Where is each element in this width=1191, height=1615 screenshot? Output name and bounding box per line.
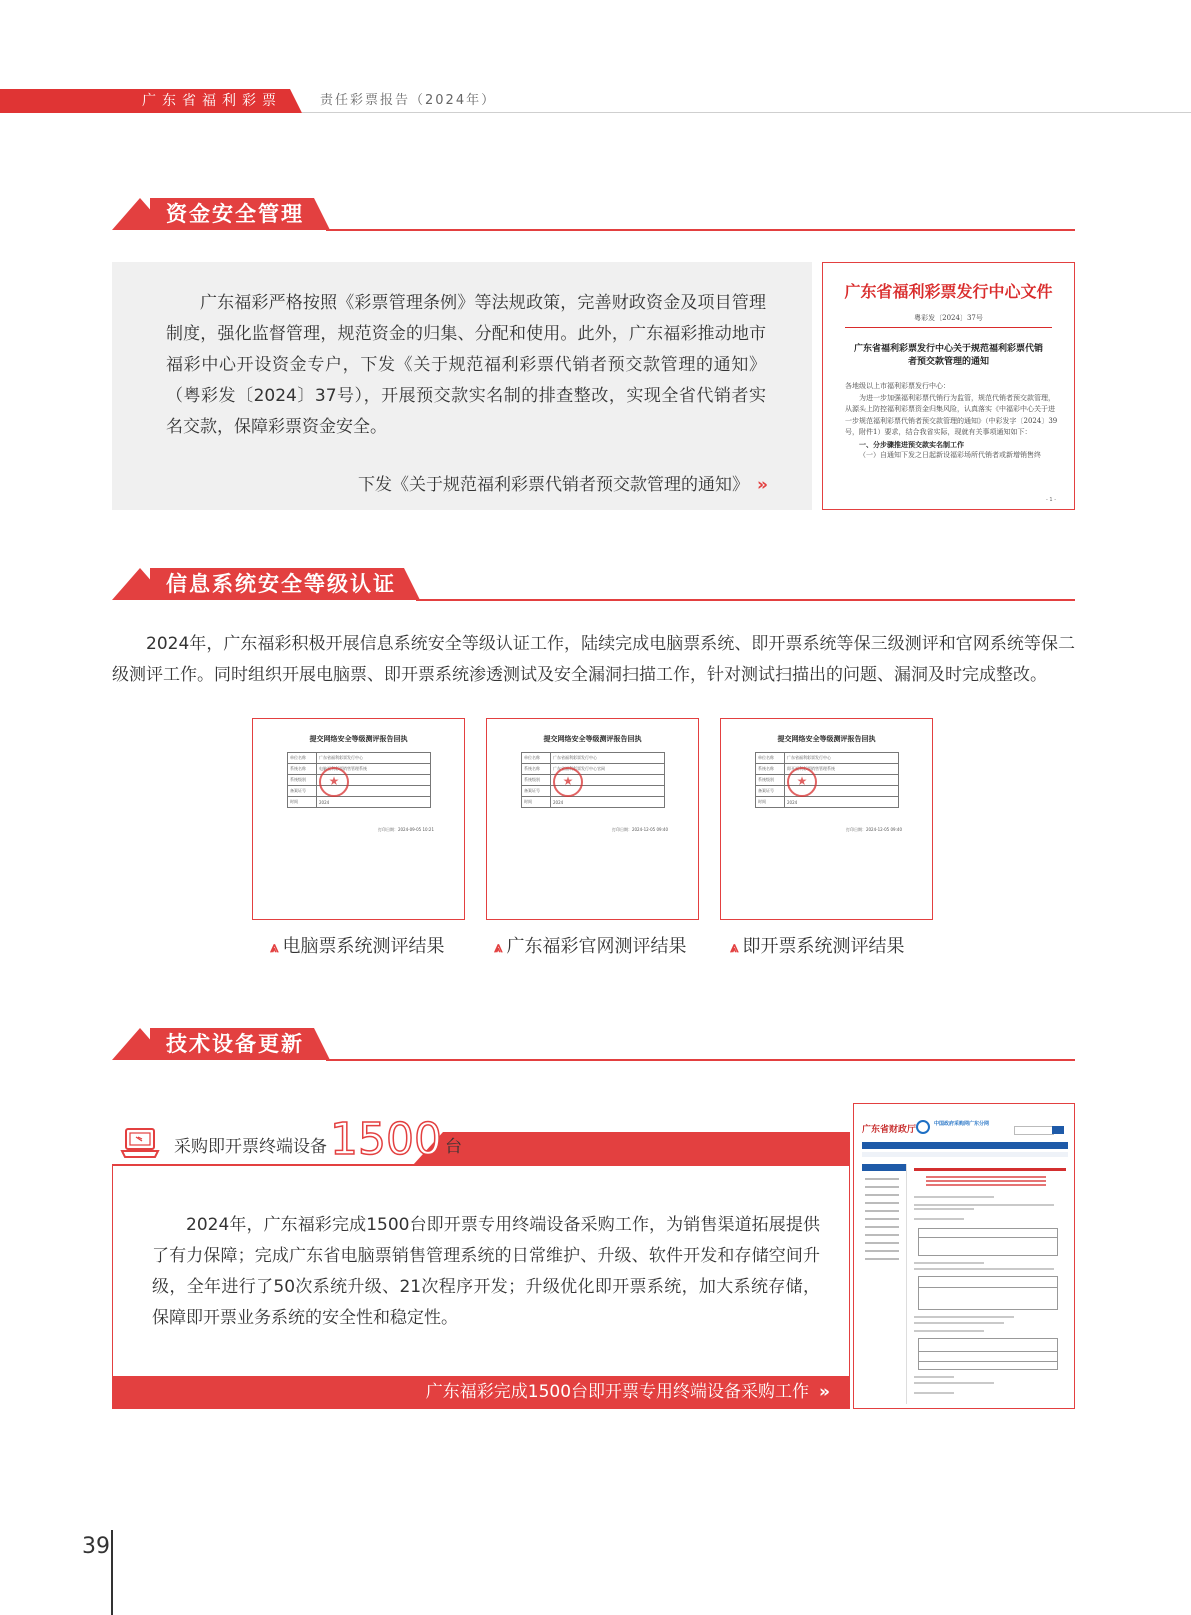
document-letterhead: 广东省福利彩票发行中心文件	[844, 282, 1053, 301]
cert-print-date: 打印日期：2024-09-05 10:21	[377, 827, 434, 832]
tech-header-band	[413, 1132, 850, 1165]
site-logo-text: 广东省财政厅	[862, 1125, 917, 1135]
heading-rule	[416, 599, 1075, 601]
tech-procurement-link[interactable]	[112, 1376, 830, 1409]
heading-rule	[326, 1059, 1075, 1061]
tech-headline-number: 1500	[330, 1114, 442, 1165]
laptop-icon	[120, 1125, 160, 1161]
header-report-title: 责任彩票报告（2024年）	[320, 93, 497, 108]
heading-rule	[326, 229, 1075, 231]
document-addressee: 各地级以上市福利彩票发行中心：	[845, 382, 950, 390]
portal-logo-text: 中国政府采购网广东分网	[934, 1121, 990, 1127]
tech-paragraph: 2024年，广东福彩完成1500台即开票专用终端设备采购工作，为销售渠道拓展提供了有力保障；完成广东省电脑票销售管理系统的日常维护、升级、软件开发和存储空间升级，全年进行了50次系统升级、21次程序开发；升级优化即开票系统，加大系统存储，保障即开票业务系统的安全性和稳定性。	[152, 1215, 820, 1328]
document-number: 粤彩发〔2024〕37号	[914, 314, 983, 322]
document-paragraph: 为进一步加强福利彩票代销行为监管，规范代销者预交款管理，从源头上防控福利彩票资金归集风险，认真落实《中福彩中心关于进一步规范福利彩票代销者预交款管理的通知》（中彩发字〔2024〕39号，附件1）要求，结合我省实际，现就有关事项通知如下：	[845, 393, 1058, 436]
tech-headline: 采购即开票终端设备1500 台	[174, 1114, 462, 1165]
double-up-chevron-icon: ⩓	[494, 938, 503, 956]
page-number-rule	[111, 1530, 113, 1615]
procurement-website-screenshot	[853, 1103, 1075, 1409]
cert-title: 提交网络安全等级测评报告回执	[309, 734, 408, 743]
double-chevron-icon: »	[819, 1382, 830, 1402]
document-red-line	[845, 327, 1052, 328]
double-chevron-icon: »	[757, 475, 768, 495]
infosec-paragraph: 2024年，广东福彩积极开展信息系统安全等级认证工作，陆续完成电脑票系统、即开票系统等保三级测评和官网系统等保二级测评工作。同时组织开展电脑票、即开票系统渗透测试及安全漏洞扫描工作，针对测试扫描出的问题、漏洞及时完成整改。	[112, 634, 1075, 685]
cert-caption: ⩓ 即开票系统测评结果	[730, 936, 905, 957]
document-title: 广东省福利彩票发行中心关于规范福利彩票代销者预交款管理的通知	[853, 344, 1043, 367]
site-article-title	[914, 1168, 1066, 1171]
site-table	[918, 1276, 1058, 1310]
document-line: （一）自通知下发之日起新设福彩场所代销者或新增销售终	[859, 451, 1041, 459]
cert-image-computer-ticket	[252, 718, 465, 920]
page-number: 39	[82, 1534, 110, 1559]
cert-title: 提交网络安全等级测评报告回执	[777, 734, 876, 743]
site-sidebar	[862, 1164, 907, 1404]
cert-caption: ⩓ 电脑票系统测评结果	[270, 936, 445, 957]
cert-print-date: 打印日期：2024-12-05 09:40	[845, 827, 902, 832]
cert-caption: ⩓ 广东福彩官网测评结果	[494, 936, 687, 957]
cert-print-date: 打印日期：2024-12-05 09:40	[611, 827, 668, 832]
document-heading: 一、分步骤推进预交款实名制工作	[859, 439, 964, 449]
portal-logo-icon	[916, 1120, 930, 1134]
fund-notice-link-label: 下发《关于规范福利彩票代销者预交款管理的通知》	[358, 475, 750, 495]
site-nav-bar	[862, 1142, 1068, 1149]
red-seal-icon	[787, 767, 817, 797]
section-title: 技术设备更新	[166, 1032, 304, 1056]
red-seal-icon	[553, 767, 583, 797]
section-heading-fund	[112, 198, 1075, 236]
site-search-box	[1014, 1126, 1054, 1135]
double-up-chevron-icon: ⩓	[270, 938, 279, 956]
fund-notice-link[interactable]	[300, 470, 768, 495]
double-up-chevron-icon: ⩓	[730, 938, 739, 956]
red-seal-icon	[319, 767, 349, 797]
cert-image-official-site	[486, 718, 699, 920]
site-table	[918, 1228, 1058, 1256]
site-search-button	[1052, 1126, 1064, 1134]
cert-table: 单位名称 广东省福利彩票发行中心 系统名称 电脑福利彩票销售管理系统 系统级别 备案证号 时间 2024	[287, 752, 431, 808]
section-title: 资金安全管理	[166, 202, 304, 226]
section-heading-infosec	[112, 568, 1075, 606]
document-page-mark: - 1 -	[1046, 497, 1056, 503]
header-rule	[302, 112, 1191, 113]
header-org: 广东省福利彩票	[142, 93, 282, 109]
cert-image-instant-ticket	[720, 718, 933, 920]
section-heading-tech	[112, 1028, 1075, 1066]
notice-document-image	[822, 262, 1075, 510]
site-table	[918, 1338, 1058, 1370]
cert-table: 单位名称 广东省福利彩票发行中心 系统名称 广东省福利彩票发行中心官网 系统级别 备案证号 时间 2024	[521, 752, 665, 808]
cert-table: 单位名称 广东省福利彩票发行中心 系统名称 即开福利彩票销售管理系统 系统级别 备案证号 时间 2024	[755, 752, 899, 808]
tech-link-label: 广东福彩完成1500台即开票专用终端设备采购工作	[425, 1382, 810, 1402]
document-body	[845, 381, 1060, 462]
section-title: 信息系统安全等级认证	[166, 572, 396, 596]
fund-paragraph: 广东福彩严格按照《彩票管理条例》等法规政策，完善财政资金及项目管理制度，强化监督管理，规范资金的归集、分配和使用。此外，广东福彩推动地市福彩中心开设资金专户，下发《关于规范福利彩票代销者预交款管理的通知》（粤彩发〔2024〕37号），开展预交款实名制的排查整改，实现全省代销者实名交款，保障彩票资金安全。	[166, 293, 766, 437]
cert-title: 提交网络安全等级测评报告回执	[543, 734, 642, 743]
site-breadcrumb	[862, 1152, 1068, 1157]
